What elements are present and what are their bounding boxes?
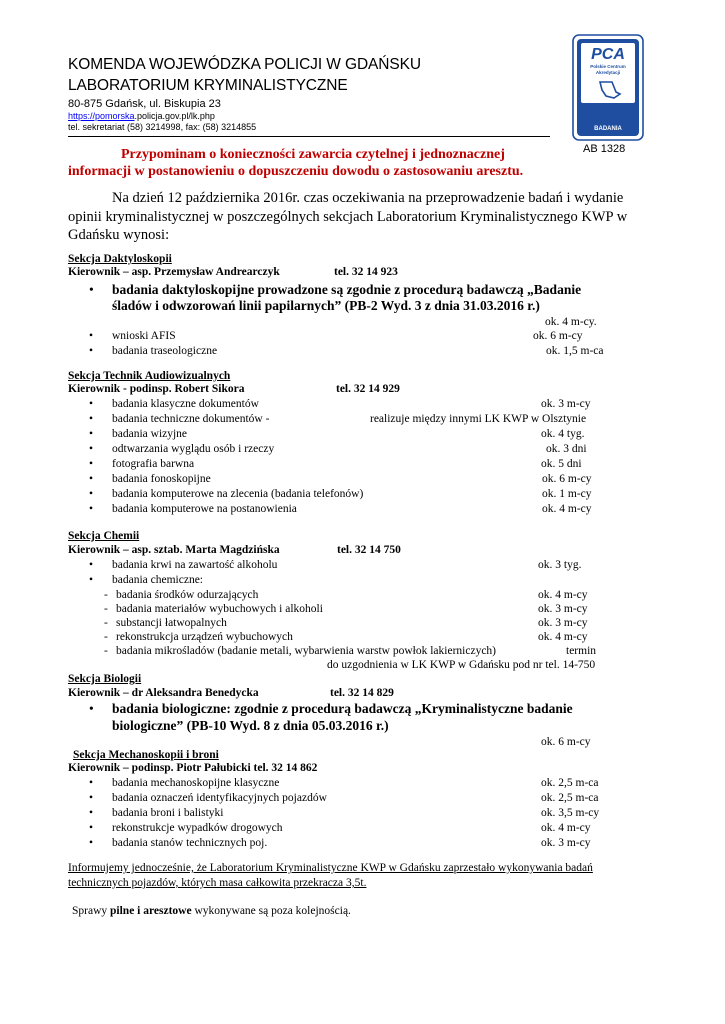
list-item-time: ok. 2,5 m-ca (541, 777, 599, 789)
list-item-label: badania broni i balistyki (112, 807, 224, 819)
header-title-line1: KOMENDA WOJEWÓDZKA POLICJI W GDAŃSKU (68, 56, 421, 73)
website-link-rest: .policja.gov.pl/lk.php (134, 111, 215, 121)
section-phone: tel. 32 14 829 (330, 687, 394, 699)
sublist-item-time: ok. 3 m-cy (538, 603, 588, 615)
header-title-line2: LABORATORIUM KRYMINALISTYCZNE (68, 77, 348, 94)
header-address: 80-875 Gdańsk, ul. Biskupia 23 (68, 98, 221, 110)
list-item-time: ok. 6 m-cy (542, 473, 592, 485)
sublist-item-time: ok. 4 m-cy (538, 589, 588, 601)
sublist-item-label: rekonstrukcja urządzeń wybuchowych (116, 631, 293, 643)
sublist-item-label: substancji łatwopalnych (116, 617, 227, 629)
bullet-icon: • (89, 837, 94, 849)
list-item-time: ok. 3 m-cy (541, 398, 591, 410)
list-item-label: badania stanów technicznych poj. (112, 837, 268, 849)
section-head: Kierownik - podinsp. Robert Sikora (68, 383, 245, 395)
pca-logo-sub2: Akredytacji (595, 70, 621, 75)
bullet-icon: • (89, 792, 94, 804)
info-line2: technicznych pojazdów, których masa całkowita przekracza 3,5t. (68, 877, 367, 889)
section-phone: tel. 32 14 923 (334, 266, 398, 278)
section-title: Sekcja Biologii (68, 673, 142, 685)
list-item-label: badania wizyjne (112, 428, 188, 440)
bullet-icon: • (89, 443, 94, 455)
list-item-label: badania traseologiczne (112, 345, 218, 357)
dash-icon: - (104, 645, 108, 657)
list-item-time: ok. 4 m-cy (541, 822, 591, 834)
procedure-time: ok. 6 m-cy (541, 736, 591, 748)
procedure-time: ok. 4 m-cy. (545, 316, 597, 328)
pca-logo-sub1: Polskie Centrum (590, 64, 626, 69)
procedure-line1: badania biologiczne: zgodnie z procedurą badawczą „Kryminalistyczne badanie (112, 701, 573, 716)
list-item-time: ok. 1 m-cy (542, 488, 592, 500)
sublist-item-time: ok. 3 m-cy (538, 617, 588, 629)
list-item-time: ok. 3 tyg. (538, 559, 582, 571)
sublist-item-time: ok. 4 m-cy (538, 631, 588, 643)
dash-icon: - (104, 617, 108, 629)
list-item-label: badania krwi na zawartość alkoholu (112, 559, 278, 571)
section-head: Kierownik – asp. sztab. Marta Magdzińska (68, 544, 280, 556)
dash-icon: - (104, 631, 108, 643)
list-item-label: badania mechanoskopijne klasyczne (112, 777, 280, 789)
section-head: Kierownik – podinsp. Piotr Pałubicki tel. 32 14 862 (68, 762, 318, 774)
list-item-time: ok. 2,5 m-ca (541, 792, 599, 804)
sublist-item-label: badania środków odurzających (116, 589, 259, 601)
dash-icon: - (104, 603, 108, 615)
intro-line1: Na dzień 12 października 2016r. czas oczekiwania na przeprowadzenie badań i wydanie (112, 190, 624, 206)
section-head: Kierownik – asp. Przemysław Andrearczyk (68, 266, 280, 278)
section-title: Sekcja Technik Audiowizualnych (68, 370, 231, 382)
list-item-label: fotografia barwna (112, 458, 195, 470)
priority-note-bold: pilne i aresztowe (110, 905, 192, 917)
bullet-icon: • (89, 503, 94, 515)
list-item-time: realizuje między innymi LK KWP w Olsztynie (370, 413, 587, 425)
bullet-icon: • (89, 330, 94, 342)
info-line1: Informujemy jednocześnie, że Laboratorium Kryminalistyczne KWP w Gdańsku zaprzestało wykonywania badań (68, 862, 593, 874)
header-divider (68, 136, 550, 137)
list-item-time: ok. 3 dni (546, 443, 587, 455)
priority-note-start: Sprawy (72, 905, 111, 917)
procedure-line2: biologiczne” (PB-10 Wyd. 8 z dnia 05.03.2016 r.) (112, 718, 389, 733)
bullet-icon: • (89, 413, 94, 425)
list-item-time: ok. 4 m-cy (542, 503, 592, 515)
list-item-label: badania klasyczne dokumentów (112, 398, 259, 410)
bullet-icon: • (89, 807, 94, 819)
bullet-icon: • (89, 701, 94, 716)
bullet-icon: • (89, 574, 94, 586)
list-item-label: badania oznaczeń identyfikacyjnych pojazdów (112, 792, 327, 804)
list-item-label: wnioski AFIS (112, 330, 176, 342)
list-item-time: ok. 3,5 m-cy (541, 807, 600, 819)
accreditation-code: AB 1328 (583, 143, 626, 155)
sublist-item-label: badania mikrośladów (badanie metali, wybarwienia warstw powłok lakierniczych) (116, 645, 497, 657)
list-item-time: ok. 3 m-cy (541, 837, 591, 849)
bullet-icon: • (89, 458, 94, 470)
header-url (68, 111, 215, 121)
website-link[interactable]: https://pomorska (68, 111, 135, 121)
pca-logo-badge: BADANIA (594, 126, 622, 132)
bullet-icon: • (89, 428, 94, 440)
intro-line3: Gdańsku wynosi: (68, 227, 170, 243)
bullet-icon: • (89, 398, 94, 410)
intro-line2: opinii kryminalistycznej w poszczególnych sekcjach Laboratorium Kryminalistycznego KWP w (68, 209, 628, 225)
bullet-icon: • (89, 282, 94, 297)
procedure-line2: śladów i odwzorowań linii papilarnych” (PB-2 Wyd. 3 z dnia 31.03.2016 r.) (112, 298, 540, 313)
section-phone: tel. 32 14 929 (336, 383, 400, 395)
bullet-icon: • (89, 822, 94, 834)
contact-note: do uzgodnienia w LK KWP w Gdańsku pod nr tel. 14-750 (327, 659, 596, 671)
sublist-item-label: badania materiałów wybuchowych i alkoholi (116, 603, 323, 615)
list-item-label: rekonstrukcje wypadków drogowych (112, 822, 283, 834)
procedure-line1: badania daktyloskopijne prowadzone są zgodnie z procedurą badawczą „Badanie (112, 282, 582, 297)
list-item-time: ok. 6 m-cy (533, 330, 583, 342)
priority-note-end: wykonywane są poza kolejnością. (191, 905, 351, 917)
list-item-label: odtwarzania wyglądu osób i rzeczy (112, 443, 275, 455)
pca-logo-name: PCA (591, 46, 625, 63)
bullet-icon: • (89, 559, 94, 571)
bullet-icon: • (89, 473, 94, 485)
list-item-label: badania techniczne dokumentów - (112, 413, 270, 425)
section-title: Sekcja Daktyloskopii (68, 253, 172, 265)
dash-icon: - (104, 589, 108, 601)
list-item-time: ok. 1,5 m-ca (546, 345, 604, 357)
header-phones: tel. sekretariat (58) 3214998, fax: (58) 3214855 (68, 122, 257, 132)
sublist-item-time: termin (566, 645, 597, 657)
bullet-icon: • (89, 345, 94, 357)
section-phone: tel. 32 14 750 (337, 544, 401, 556)
list-item-time: ok. 5 dni (541, 458, 582, 470)
list-item-label: badania komputerowe na postanowienia (112, 503, 297, 515)
list-item-time: ok. 4 tyg. (541, 428, 585, 440)
list-item-label: badania fonoskopijne (112, 473, 211, 485)
section-title: Sekcja Mechanoskopii i broni (73, 749, 219, 761)
section-title: Sekcja Chemii (68, 530, 140, 542)
pca-logo (572, 34, 644, 141)
reminder-line2: informacji w postanowieniu o dopuszczeniu dowodu o zastosowaniu aresztu. (68, 164, 524, 179)
reminder-line1: Przypominam o konieczności zawarcia czytelnej i jednoznacznej (121, 147, 505, 162)
list-item-label: badania komputerowe na zlecenia (badania telefonów) (112, 488, 364, 500)
bullet-icon: • (89, 777, 94, 789)
pca-logo-graphic (572, 34, 644, 141)
priority-note (72, 905, 351, 917)
bullet-icon: • (89, 488, 94, 500)
list-item-label: badania chemiczne: (112, 574, 203, 586)
section-head: Kierownik – dr Aleksandra Benedycka (68, 687, 259, 699)
